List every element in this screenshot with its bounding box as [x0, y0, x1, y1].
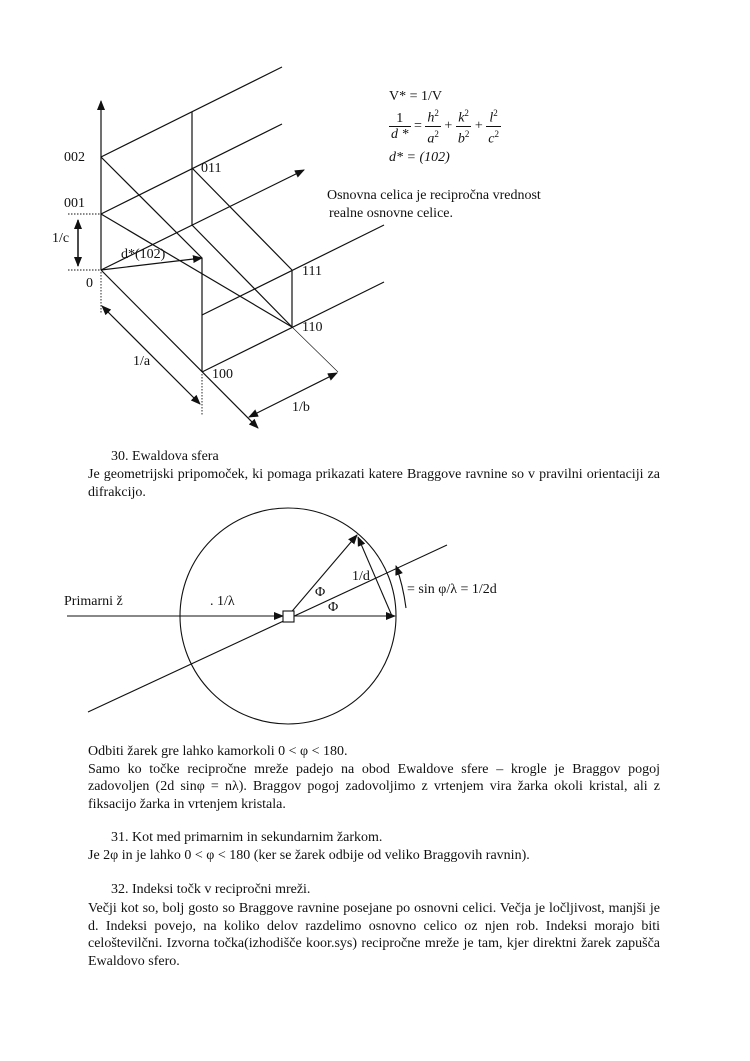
exponent: 2: [464, 128, 470, 139]
c-term: c: [488, 131, 495, 147]
reflected-beam-line: Odbiti žarek gre lahko kamorkoli 0 < φ < 180.: [88, 744, 348, 759]
equals-sign: =: [414, 118, 422, 134]
a-term: a: [427, 131, 435, 147]
plus-sign: +: [444, 118, 453, 134]
ewald-sphere-diagram: [67, 508, 447, 724]
d-spacing-formula: [389, 106, 501, 146]
section-30-text: Je geometrijski pripomoček, ki pomaga prikazati katere Braggove ravnine so v pravilni orientaciji za difrakcijo.: [88, 467, 660, 500]
b-term: b: [457, 131, 465, 147]
label-011: 011: [201, 161, 222, 176]
phi-label-upper: Φ: [315, 585, 326, 600]
braggs-plane-line: [88, 545, 447, 712]
volume-formula: V* = 1/V: [389, 89, 443, 104]
phi-label-lower: Φ: [328, 600, 339, 615]
label-origin: 0: [86, 276, 93, 291]
plus-sign: +: [474, 118, 483, 134]
label-001: 001: [64, 196, 85, 211]
diffracted-beam-arrow: [288, 535, 357, 616]
exponent: 2: [493, 108, 498, 118]
l-term: l: [489, 110, 494, 126]
exponent: 2: [434, 128, 439, 139]
d-star-value: d* = (102): [389, 150, 450, 165]
h-term: h: [427, 110, 435, 126]
crystal-origin-box: [283, 611, 294, 622]
caption-line-2: realne osnovne celice.: [329, 206, 453, 221]
section-31-heading: 31. Kot med primarnim in sekundarnim žarkom.: [111, 830, 383, 845]
arc-arrow: [396, 566, 406, 608]
a-axis-arrow: [101, 270, 258, 428]
section-32-heading: 32. Indeksi točk v recipročni mreži.: [111, 882, 311, 897]
lhs-numerator: 1: [389, 111, 411, 127]
label-d-star: d*(102): [121, 247, 166, 262]
inverse-d-label: 1/d: [352, 569, 370, 584]
sin-relation-label: = sin φ/λ = 1/2d: [407, 582, 497, 597]
label-002: 002: [64, 150, 85, 165]
label-1-over-b: 1/b: [292, 400, 310, 415]
exponent: 2: [464, 108, 469, 118]
exponent: 2: [494, 128, 499, 139]
primary-beam-label: Primarni ž: [64, 594, 123, 609]
after-ewald-text: [88, 743, 660, 813]
section-31-text: Je 2φ in je lahko 0 < φ < 180 (ker se žarek odbije od veliko Braggovih ravnin).: [88, 848, 530, 863]
label-1-over-c: 1/c: [52, 231, 70, 246]
radius-label: . 1/λ: [210, 594, 235, 609]
label-111: 111: [302, 264, 322, 279]
label-100: 100: [212, 367, 233, 382]
k-term: k: [458, 110, 465, 126]
bragg-condition-paragraph: Samo ko točke recipročne mreže padejo na obod Ewaldove sfere – krogle je Braggov pogoj zadovoljen (2d sinφ = nλ). Braggov pogoj zadovoljimo z vrtenjem vira žarka okoli kristal, ali z fiksacijo žarka in vrtenjem kristala.: [88, 761, 660, 812]
label-110: 110: [302, 320, 323, 335]
exponent: 2: [434, 108, 439, 118]
lhs-denominator: d *: [391, 126, 409, 142]
section-32-text: Večji kot so, bolj gosto so Braggove ravnine posejane po osnovni celici. Večja je ločljivost, manjši je d. Indeksi povejo, na koliko delov razdelimo osnovno celico oz njen rob. Indeksi morajo biti celoštevilčni. Izvorna točka(izhodišče koor.sys) recipročne mreže je tam, kjer direktni žarek zapušča Ewaldovo sfero.: [88, 901, 660, 969]
section-30-heading: 30. Ewaldova sfera: [111, 449, 219, 464]
caption-line-1: Osnovna celica je recipročna vrednost: [327, 188, 541, 203]
label-1-over-a: 1/a: [133, 354, 151, 369]
